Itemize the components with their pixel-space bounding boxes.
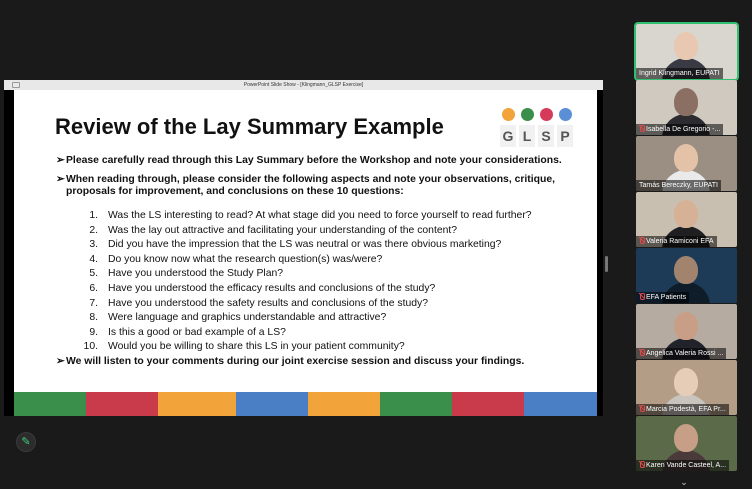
slide-show-window xyxy=(4,80,603,416)
bullet-arrow-icon: ➢ xyxy=(56,174,65,185)
logo-letter: S xyxy=(538,125,554,147)
bullet-joint-session xyxy=(56,356,524,368)
slide xyxy=(14,90,597,416)
window-title: PowerPoint Slide Show - [Klingmann_GLSP Exercise] xyxy=(243,82,364,88)
bullet-consider-aspects xyxy=(56,174,555,198)
question-item xyxy=(76,267,532,282)
question-number: 2. xyxy=(89,224,98,236)
participant-tile[interactable] xyxy=(636,192,737,247)
participant-name-text: Tamás Bereczky, EUPATI xyxy=(639,182,718,189)
participant-name-text: Karen Vande Casteel, A... xyxy=(646,462,727,469)
participant-tile[interactable] xyxy=(636,24,737,79)
strip-block xyxy=(14,392,86,416)
question-item xyxy=(76,297,532,312)
participant-name xyxy=(636,124,723,135)
participant-name xyxy=(636,292,689,303)
question-number: 5. xyxy=(89,268,98,280)
question-text: Were language and graphics understandable and attractive? xyxy=(108,312,387,324)
logo-dot xyxy=(540,108,553,121)
participant-tile[interactable] xyxy=(636,80,737,135)
participant-tile[interactable] xyxy=(636,360,737,415)
strip-block xyxy=(194,392,236,416)
mic-muted-icon xyxy=(639,405,644,412)
participant-tile[interactable] xyxy=(636,416,737,471)
question-text: Was the lay out attractive and facilitating your understanding of the content? xyxy=(108,224,458,236)
strip-block xyxy=(236,392,308,416)
question-item xyxy=(76,238,532,253)
question-number: 1. xyxy=(89,210,98,221)
strip-block xyxy=(524,392,597,416)
participant-tile[interactable] xyxy=(636,304,737,359)
question-number: 10. xyxy=(83,341,98,353)
participant-name xyxy=(636,460,729,471)
bullet-read-summary xyxy=(56,155,562,167)
question-number: 8. xyxy=(89,312,98,324)
strip-block xyxy=(308,392,380,416)
slide-letterbox-left xyxy=(4,90,14,416)
panel-resize-handle[interactable] xyxy=(605,256,608,272)
logo-letter: L xyxy=(519,125,535,147)
slide-show-titlebar[interactable] xyxy=(4,80,603,90)
logo-dot xyxy=(502,108,515,121)
strip-block xyxy=(380,392,452,416)
participant-name xyxy=(636,236,717,247)
mic-muted-icon xyxy=(639,125,644,132)
bullet-text: proposals for improvement, and conclusions on these 10 questions: xyxy=(66,186,404,197)
mic-muted-icon xyxy=(639,349,644,356)
bullet-text: When reading through, please consider the following aspects and note your observations, critique, xyxy=(66,174,556,185)
strip-block xyxy=(86,392,158,416)
window-icon xyxy=(12,82,20,88)
participant-name-text: Marcia Podestà, EFA Pr... xyxy=(646,406,726,413)
question-text: Do you know now what the research question(s) was/were? xyxy=(108,253,383,265)
question-text: Is this a good or bad example of a LS? xyxy=(108,326,286,338)
question-number: 6. xyxy=(89,282,98,294)
strip-block xyxy=(452,392,524,416)
question-item xyxy=(76,326,532,341)
bullet-text: Please carefully read through this Lay Summary before the Workshop and note your considerations. xyxy=(66,155,562,166)
question-text: Did you have the impression that the LS was neutral or was there obvious marketing? xyxy=(108,239,502,251)
question-item xyxy=(76,253,532,268)
participant-name xyxy=(636,180,721,191)
question-text: Have you understood the Study Plan? xyxy=(108,268,284,280)
mic-muted-icon xyxy=(639,293,644,300)
mic-muted-icon xyxy=(639,237,644,244)
mic-muted-icon xyxy=(639,461,644,468)
question-number: 4. xyxy=(89,253,98,265)
participant-name-text: EFA Patients xyxy=(646,294,687,301)
question-number: 7. xyxy=(89,297,98,309)
participant-tile[interactable] xyxy=(636,248,737,303)
participant-name-text: Ingrid Klingmann, EUPATI xyxy=(639,70,720,77)
question-item xyxy=(76,224,532,239)
bullet-text: We will listen to your comments during our joint exercise session and discuss your findings. xyxy=(66,356,525,367)
participant-tile[interactable] xyxy=(636,136,737,191)
question-item xyxy=(76,340,532,355)
bullet-arrow-icon: ➢ xyxy=(56,155,65,166)
strip-block xyxy=(158,392,194,416)
decorative-color-strip xyxy=(14,392,597,416)
question-item xyxy=(76,282,532,297)
participant-name xyxy=(636,348,726,359)
question-text: Was the LS interesting to read? At what stage did you need to force yourself to read further? xyxy=(108,210,532,221)
participant-name-text: Isabella De Gregorio -... xyxy=(646,126,721,133)
logo-dot xyxy=(521,108,534,121)
annotate-pen-button[interactable]: ✎ xyxy=(16,432,36,452)
logo-dot xyxy=(559,108,572,121)
question-text: Have you understood the efficacy results and conclusions of the study? xyxy=(108,282,436,294)
logo-letter: G xyxy=(500,125,516,147)
bullet-arrow-icon: ➢ xyxy=(56,356,65,367)
chevron-down-icon[interactable]: ⌄ xyxy=(680,477,688,487)
participant-name-text: Valeria Ramiconi EFA xyxy=(646,238,714,245)
question-number: 9. xyxy=(89,326,98,338)
glsp-logo xyxy=(500,108,572,152)
participant-name xyxy=(636,404,729,415)
question-item xyxy=(76,311,532,326)
question-list xyxy=(76,209,532,355)
question-text: Have you understood the safety results and conclusions of the study? xyxy=(108,297,428,309)
participant-name xyxy=(636,68,723,79)
question-item xyxy=(76,209,532,224)
question-number: 3. xyxy=(89,239,98,251)
logo-letter: P xyxy=(557,125,573,147)
question-text: Would you be willing to share this LS in your patient community? xyxy=(108,341,405,353)
participant-name-text: Angelica Valeria Rossi ... xyxy=(646,350,724,357)
slide-title: Review of the Lay Summary Example xyxy=(55,114,444,139)
